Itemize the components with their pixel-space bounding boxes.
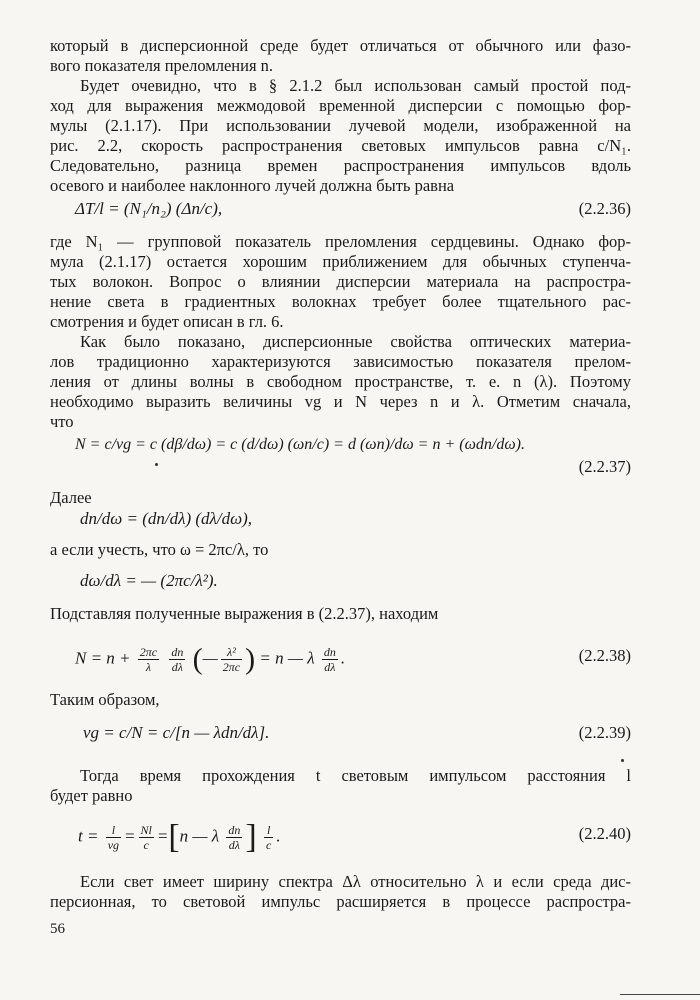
text-line: тых волокон. Вопрос о влиянии дисперсии материала на распростра- bbox=[50, 272, 631, 291]
eq-minus: — bbox=[202, 648, 218, 668]
numerator: l bbox=[264, 823, 273, 838]
equation-2-2-36: ΔT/l = (N₁/n₂) (Δn/c), bbox=[75, 199, 223, 218]
equation-number: (2.2.38) bbox=[578, 646, 631, 665]
text-line: рис. 2.2, скорость распространения световых импульсов равна c/N₁. bbox=[50, 136, 631, 155]
eq-equals: = bbox=[124, 826, 136, 846]
text-line: необходимо выразить величины vg и N через n и λ. Отметим сначала, bbox=[50, 392, 631, 411]
denominator: dλ bbox=[324, 660, 336, 674]
page-number: 56 bbox=[50, 921, 65, 937]
text-line: ход для выражения межмодовой временной дисперсии с помощью фор- bbox=[50, 96, 631, 115]
text-line: будет равно bbox=[50, 786, 133, 805]
fraction bbox=[221, 645, 242, 674]
equation-2-2-39: vg = c/N = c/[n — λdn/dλ]. bbox=[83, 723, 270, 742]
equation-number: (2.2.40) bbox=[578, 824, 631, 843]
right-paren: ) bbox=[245, 642, 256, 676]
eq-equals: = bbox=[156, 826, 169, 846]
text-line: лов традиционно характеризуются зависимостью показателя прелом- bbox=[50, 352, 631, 371]
fraction bbox=[226, 823, 242, 852]
text-line: где N₁ — групповой показатель преломления сердцевины. Однако фор- bbox=[50, 232, 631, 251]
equation-dn-dw: dn/dω = (dn/dλ) (dλ/dω), bbox=[80, 509, 253, 528]
fraction bbox=[106, 823, 121, 852]
text-line: персионная, то световой импульс расширяется в процессе распростра- bbox=[50, 892, 631, 911]
text-line: а если учесть, что ω = 2πc/λ, то bbox=[50, 540, 269, 559]
text-line: смотрения и будет описан в гл. 6. bbox=[50, 312, 284, 331]
equation-number: (2.2.36) bbox=[578, 199, 631, 218]
text-line: мулы (2.1.17). При использовании лучевой модели, изображенной на bbox=[50, 116, 631, 135]
eq-lhs: t = bbox=[78, 826, 99, 846]
text-line: Таким образом, bbox=[50, 690, 160, 709]
denominator: λ bbox=[145, 660, 152, 674]
text-line: Подставляя полученные выражения в (2.2.37), находим bbox=[50, 604, 439, 623]
footer-rule bbox=[620, 994, 700, 995]
equation-2-2-37: N = c/vg = c (dβ/dω) = c (d/dω) (ωn/c) = d (ωn)/dω = n + (ωdn/dω). bbox=[75, 436, 525, 453]
text-line: Будет очевидно, что в § 2.1.2 был использован самый простой под- bbox=[80, 76, 631, 95]
text-line: нение света в градиентных волокнах требует более тщательного рас- bbox=[50, 292, 631, 311]
numerator: dn bbox=[228, 823, 241, 837]
numerator: λ² bbox=[221, 645, 242, 660]
text-line: Следовательно, разница времен распространения импульсов вдоль bbox=[50, 156, 631, 175]
ink-speck bbox=[155, 463, 158, 466]
fraction bbox=[264, 823, 273, 852]
eq-inner: n — λ bbox=[179, 826, 220, 846]
text-line: Далее bbox=[50, 488, 92, 507]
fraction bbox=[169, 645, 185, 674]
numerator: dn bbox=[171, 645, 184, 659]
equation-number: (2.2.39) bbox=[578, 723, 631, 742]
denominator: c bbox=[143, 838, 149, 852]
fraction bbox=[322, 645, 338, 674]
eq-end: . bbox=[276, 826, 281, 846]
left-paren: ( bbox=[192, 642, 203, 676]
equation-dw-dl: dω/dλ = — (2πc/λ²). bbox=[80, 571, 218, 590]
fraction bbox=[139, 823, 154, 852]
text-line: который в дисперсионной среде будет отличаться от обычного или фазо- bbox=[50, 36, 631, 55]
ink-speck bbox=[621, 759, 624, 762]
text-line: Как было показано, дисперсионные свойства оптических материа- bbox=[80, 332, 631, 351]
text-line: Тогда время прохождения t световым импульсом расстояния l bbox=[80, 766, 631, 785]
left-bracket: [ bbox=[168, 818, 180, 856]
text-line: осевого и наиболее наклонного лучей должна быть равна bbox=[50, 176, 455, 195]
text-line: что bbox=[50, 412, 74, 431]
equation-2-2-40 bbox=[78, 818, 281, 856]
numerator: Nl bbox=[140, 823, 152, 837]
text-line: вого показателя преломления n. bbox=[50, 56, 274, 75]
numerator: l bbox=[106, 823, 121, 838]
eq-end: . bbox=[340, 648, 346, 668]
numerator: 2πc bbox=[139, 645, 158, 659]
text-line: ления от длины волны в свободном пространстве, т. е. n (λ). Поэтому bbox=[50, 372, 631, 391]
denominator: c bbox=[265, 838, 272, 852]
equation-number: (2.2.37) bbox=[578, 457, 631, 476]
denominator: vg bbox=[107, 838, 120, 852]
denominator: dλ bbox=[228, 838, 240, 852]
text-line: мула (2.1.17) остается хорошим приближением для обычных ступенча- bbox=[50, 252, 631, 271]
equation-2-2-38 bbox=[75, 642, 346, 676]
eq-rhs: = n — λ bbox=[259, 648, 315, 668]
denominator: dλ bbox=[171, 660, 183, 674]
denominator: 2πc bbox=[222, 660, 241, 674]
fraction bbox=[138, 645, 159, 674]
eq-lhs: N = n + bbox=[75, 648, 131, 668]
text-line: Если свет имеет ширину спектра Δλ относительно λ и если среда дис- bbox=[80, 872, 631, 891]
right-bracket: ] bbox=[245, 818, 257, 856]
numerator: dn bbox=[323, 645, 336, 659]
